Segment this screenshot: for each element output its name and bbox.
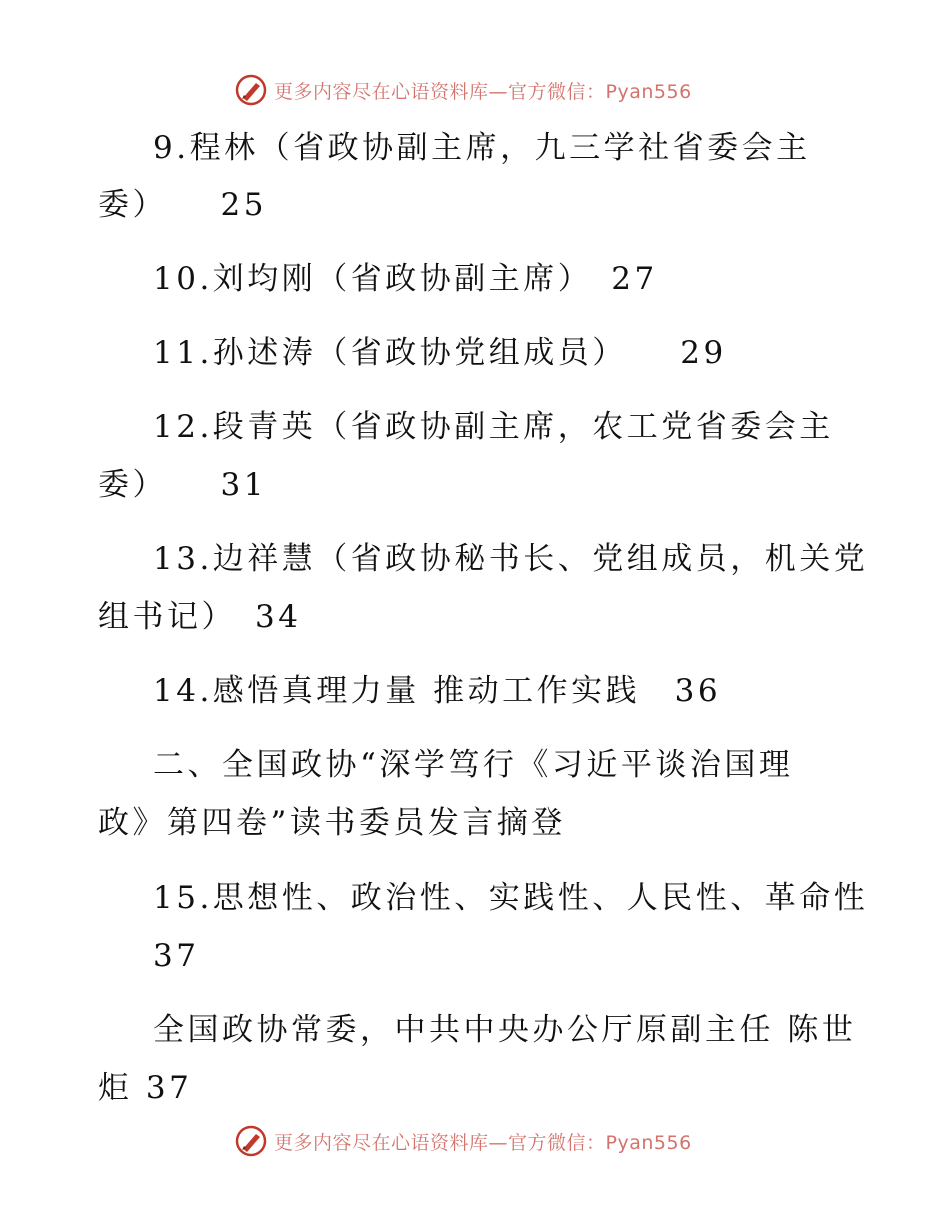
toc-entry-10: 10.刘均刚（省政协副主席） 27 — [153, 261, 658, 297]
toc-entry-11: 11.孙述涛（省政协党组成员） 29 — [153, 335, 727, 371]
toc-section-2-line-1: 二、全国政协“深学笃行《习近平谈治国理 — [153, 747, 794, 783]
toc-section-2-line-2: 政》第四卷”读书委员发言摘登 — [98, 805, 566, 841]
toc-entry-13-line-1: 13.边祥慧（省政协秘书长、党组成员，机关党 — [153, 541, 869, 577]
watermark-text: 更多内容尽在心语资料库—官方微信：Pyan556 — [274, 1131, 692, 1154]
toc-entry-9-line-2: 委） 25 — [98, 187, 267, 223]
toc-entry-13-line-2: 组书记） 34 — [98, 599, 302, 635]
toc-entry-12-line-1: 12.段青英（省政协副主席，农工党省委会主 — [153, 409, 834, 445]
toc-entry-14: 14.感悟真理力量 推动工作实践 36 — [153, 673, 722, 709]
toc-entry-9-line-1: 9.程林（省政协副主席，九三学社省委会主 — [153, 130, 811, 166]
toc-entry-12-line-2: 委） 31 — [98, 467, 267, 503]
toc-entry-author-line-2: 炬 37 — [98, 1070, 193, 1106]
pen-in-circle-icon — [234, 1124, 268, 1158]
toc-entry-15-line-2: 37 — [153, 938, 200, 974]
toc-entry-author-line-1: 全国政协常委，中共中央办公厅原副主任 陈世 — [153, 1012, 857, 1048]
watermark-footer — [234, 1121, 692, 1161]
watermark-text: 更多内容尽在心语资料库—官方微信：Pyan556 — [274, 80, 692, 103]
toc-entry-15-line-1: 15.思想性、政治性、实践性、人民性、革命性 — [153, 880, 869, 916]
